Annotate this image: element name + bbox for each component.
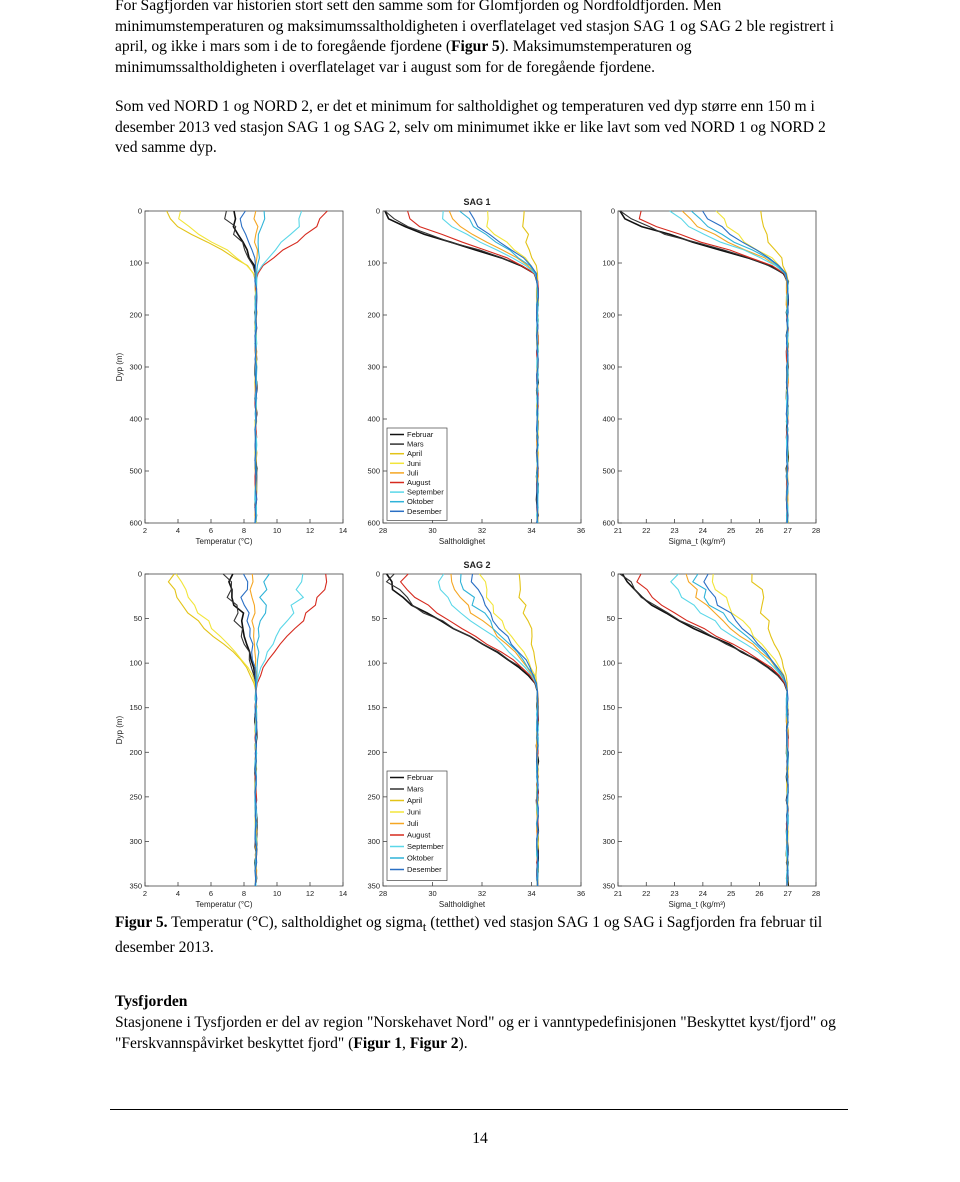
legend-label: Februar xyxy=(407,773,434,782)
depth-tick-label: 100 xyxy=(129,258,142,268)
profile-line xyxy=(439,574,539,886)
profile-line xyxy=(670,211,789,523)
depth-tick-label: 200 xyxy=(129,310,142,320)
x-axis-label: Sigma_t (kg/m³) xyxy=(668,537,726,546)
plot-frame xyxy=(145,211,343,523)
legend-label: April xyxy=(407,449,423,459)
profile-line xyxy=(255,574,303,886)
profile-line xyxy=(637,574,788,886)
depth-tick-label: 50 xyxy=(371,614,380,624)
x-tick-label: 24 xyxy=(698,889,708,898)
depth-tick-label: 150 xyxy=(129,703,142,713)
profile-line xyxy=(176,574,257,886)
caption-label: Figur 5. xyxy=(115,914,168,931)
x-tick-label: 34 xyxy=(527,889,536,898)
legend-label: Februar xyxy=(407,430,434,439)
depth-tick-label: 400 xyxy=(367,414,380,424)
figure-caption xyxy=(115,913,845,958)
depth-tick-label: 600 xyxy=(129,518,142,528)
x-tick-label: 8 xyxy=(241,526,247,535)
profile-line xyxy=(519,574,538,886)
profile-line xyxy=(179,211,257,523)
depth-tick-label: 200 xyxy=(602,747,615,757)
depth-tick-label: 350 xyxy=(129,881,142,891)
depth-tick-label: 400 xyxy=(602,414,615,424)
legend-label: Oktober xyxy=(407,853,434,863)
x-axis-label: Temperatur (°C) xyxy=(195,537,253,546)
panel-title: SAG 1 xyxy=(463,197,491,207)
paragraph-text: ). xyxy=(458,1034,468,1052)
profile-line xyxy=(620,211,788,523)
depth-tick-label: 350 xyxy=(367,881,380,891)
x-tick-label: 32 xyxy=(477,889,487,898)
depth-tick-label: 300 xyxy=(367,836,380,846)
depth-tick-label: 350 xyxy=(602,881,615,891)
panel-title: SAG 2 xyxy=(463,560,491,570)
x-tick-label: 21 xyxy=(613,889,623,898)
depth-tick-label: 200 xyxy=(129,747,142,757)
depth-tick-label: 150 xyxy=(367,703,380,713)
profile-line xyxy=(479,574,538,886)
legend-label: Juli xyxy=(407,819,419,828)
profile-line xyxy=(686,574,788,886)
legend-label: Oktober xyxy=(407,497,434,507)
paragraph-text: Stasjonene i Tysfjorden er del av region "Norskehavet Nord" og er i vanntypedefinisjonen "Beskyttet kyst/fjord" og "Ferskvannspåvirket beskyttet fjord" ( xyxy=(115,1014,836,1052)
depth-tick-label: 400 xyxy=(129,414,142,424)
x-tick-label: 28 xyxy=(811,889,821,898)
profile-line xyxy=(168,574,256,886)
profile-line xyxy=(255,574,327,886)
profile-line xyxy=(691,211,788,523)
minimum-paragraph: Som ved NORD 1 og NORD 2, er det et minimum for saltholdighet og temperaturen ved dyp større enn 150 m i desember 2013 ved stasjon SAG 1 og SAG 2, selv om minimumet ikke er like lavt som ved NORD 1 og NORD 2 ved samme dyp. xyxy=(115,98,826,157)
x-tick-label: 27 xyxy=(783,526,792,535)
legend-label: September xyxy=(407,487,444,497)
depth-tick-label: 250 xyxy=(129,792,142,802)
legend-label: April xyxy=(407,796,423,805)
paragraph-text: ). Maksimumstemperaturen og minimumssaltholdigheten i overflatelaget var i august som for de foregående fjordene. xyxy=(115,38,692,76)
figure-sag2 xyxy=(110,556,845,918)
profile-line xyxy=(716,211,788,523)
x-tick-label: 23 xyxy=(670,889,679,898)
x-tick-label: 28 xyxy=(378,889,388,898)
x-tick-label: 30 xyxy=(428,526,437,535)
depth-tick-label: 100 xyxy=(129,658,142,668)
depth-tick-label: 100 xyxy=(602,658,615,668)
x-tick-label: 22 xyxy=(642,889,651,898)
x-tick-label: 4 xyxy=(175,889,181,898)
profile-line xyxy=(225,211,257,523)
sag2-profile-plots xyxy=(110,556,845,918)
x-axis-label: Sigma_t (kg/m³) xyxy=(668,900,726,909)
depth-tick-label: 150 xyxy=(602,703,615,713)
figure-reference: Figur 1 xyxy=(353,1034,403,1052)
section-heading: Tysfjorden xyxy=(115,993,188,1010)
depth-axis-label: Dyp (m) xyxy=(115,352,124,382)
legend-label: August xyxy=(407,830,431,840)
x-axis-label: Saltholdighet xyxy=(438,537,486,546)
page-number: 14 xyxy=(472,1130,488,1147)
depth-tick-label: 300 xyxy=(602,836,615,846)
x-tick-label: 21 xyxy=(613,526,623,535)
paragraph-text: For Sagfjorden var historien stort sett den samme som for Glomfjorden og Nordfoldfjorden. Men minimumstemperaturen og maksimumssaltholdigheten i overflatelaget ved stasjon SAG 1 og SAG 2 ble registrert i april, og ikke i mars som i de to foregående fjordene ( xyxy=(115,0,834,56)
x-axis-label: Saltholdighet xyxy=(438,900,486,909)
figure-reference: Figur 5 xyxy=(451,38,500,56)
profile-line xyxy=(620,211,788,523)
x-tick-label: 10 xyxy=(272,526,282,535)
depth-tick-label: 250 xyxy=(367,792,380,802)
x-tick-label: 27 xyxy=(783,889,792,898)
depth-tick-label: 300 xyxy=(602,362,615,372)
legend-label: Mars xyxy=(407,439,424,449)
x-tick-label: 22 xyxy=(642,526,651,535)
separator: , xyxy=(402,1034,410,1052)
caption-text: Temperatur (°C), saltholdighet og sigma xyxy=(167,914,423,931)
depth-tick-label: 0 xyxy=(610,206,615,216)
profile-line xyxy=(255,211,302,523)
depth-tick-label: 50 xyxy=(606,614,615,624)
x-tick-label: 28 xyxy=(378,526,388,535)
x-tick-label: 10 xyxy=(272,889,282,898)
profile-line xyxy=(620,574,788,886)
x-tick-label: 26 xyxy=(755,889,764,898)
x-tick-label: 28 xyxy=(811,526,821,535)
plot-frame xyxy=(145,574,343,886)
x-tick-label: 6 xyxy=(208,526,214,535)
x-axis-label: Temperatur (°C) xyxy=(195,900,253,909)
profile-line xyxy=(752,574,789,886)
legend-label: Juni xyxy=(407,807,421,817)
depth-tick-label: 0 xyxy=(610,569,615,579)
depth-tick-label: 300 xyxy=(129,362,142,372)
x-tick-label: 24 xyxy=(698,526,708,535)
depth-tick-label: 200 xyxy=(602,310,615,320)
profile-line xyxy=(469,211,538,523)
legend-label: Desember xyxy=(407,865,442,874)
figure-sag1 xyxy=(110,193,845,555)
footer-rule xyxy=(110,1109,848,1110)
depth-tick-label: 250 xyxy=(602,792,615,802)
x-tick-label: 26 xyxy=(755,526,764,535)
depth-tick-label: 100 xyxy=(367,258,380,268)
x-tick-label: 25 xyxy=(726,889,736,898)
depth-tick-label: 200 xyxy=(367,747,380,757)
legend-label: Juni xyxy=(407,458,421,468)
depth-tick-label: 50 xyxy=(133,614,142,624)
depth-tick-label: 600 xyxy=(602,518,615,528)
x-tick-label: 4 xyxy=(175,526,181,535)
x-tick-label: 2 xyxy=(142,526,148,535)
depth-tick-label: 0 xyxy=(137,206,142,216)
x-tick-label: 34 xyxy=(527,526,536,535)
x-tick-label: 14 xyxy=(338,889,348,898)
depth-tick-label: 100 xyxy=(602,258,615,268)
profile-line xyxy=(461,574,539,886)
depth-tick-label: 300 xyxy=(129,836,142,846)
sag1-profile-plots xyxy=(110,193,845,555)
depth-tick-label: 0 xyxy=(375,206,380,216)
depth-tick-label: 500 xyxy=(129,466,142,476)
depth-tick-label: 500 xyxy=(367,466,380,476)
legend-label: Mars xyxy=(407,784,424,794)
depth-axis-label: Dyp (m) xyxy=(115,715,124,745)
caption-subscript: t xyxy=(422,919,427,935)
profile-line xyxy=(167,211,257,523)
profile-line xyxy=(693,574,788,886)
depth-tick-label: 500 xyxy=(602,466,615,476)
x-tick-label: 23 xyxy=(670,526,679,535)
x-tick-label: 30 xyxy=(428,889,437,898)
x-tick-label: 12 xyxy=(305,526,315,535)
profile-line xyxy=(704,574,788,886)
x-tick-label: 14 xyxy=(338,526,348,535)
tysfjorden-paragraph xyxy=(115,1013,845,1054)
legend-label: Juli xyxy=(407,468,419,478)
x-tick-label: 6 xyxy=(208,889,214,898)
x-tick-label: 36 xyxy=(576,889,586,898)
depth-tick-label: 200 xyxy=(367,310,380,320)
x-tick-label: 12 xyxy=(305,889,315,898)
profile-line xyxy=(255,211,327,523)
profile-line xyxy=(229,574,257,886)
x-tick-label: 32 xyxy=(477,526,487,535)
depth-tick-label: 0 xyxy=(375,569,380,579)
depth-tick-label: 100 xyxy=(367,658,380,668)
profile-line xyxy=(623,574,789,886)
profile-line xyxy=(639,211,788,523)
x-tick-label: 8 xyxy=(241,889,247,898)
depth-tick-label: 0 xyxy=(137,569,142,579)
legend-label: September xyxy=(407,842,444,851)
x-tick-label: 25 xyxy=(726,526,736,535)
depth-tick-label: 300 xyxy=(367,362,380,372)
depth-tick-label: 600 xyxy=(367,518,380,528)
x-tick-label: 36 xyxy=(576,526,586,535)
intro-paragraph xyxy=(115,0,845,78)
legend-label: Desember xyxy=(407,506,442,516)
caption-text: (tetthet) ved stasjon SAG 1 og SAG i Sagfjorden fra februar til desember 2013. xyxy=(115,914,823,956)
figure-reference: Figur 2 xyxy=(409,1034,459,1052)
profile-line xyxy=(451,574,538,886)
legend-label: August xyxy=(407,478,431,487)
x-tick-label: 2 xyxy=(142,889,148,898)
